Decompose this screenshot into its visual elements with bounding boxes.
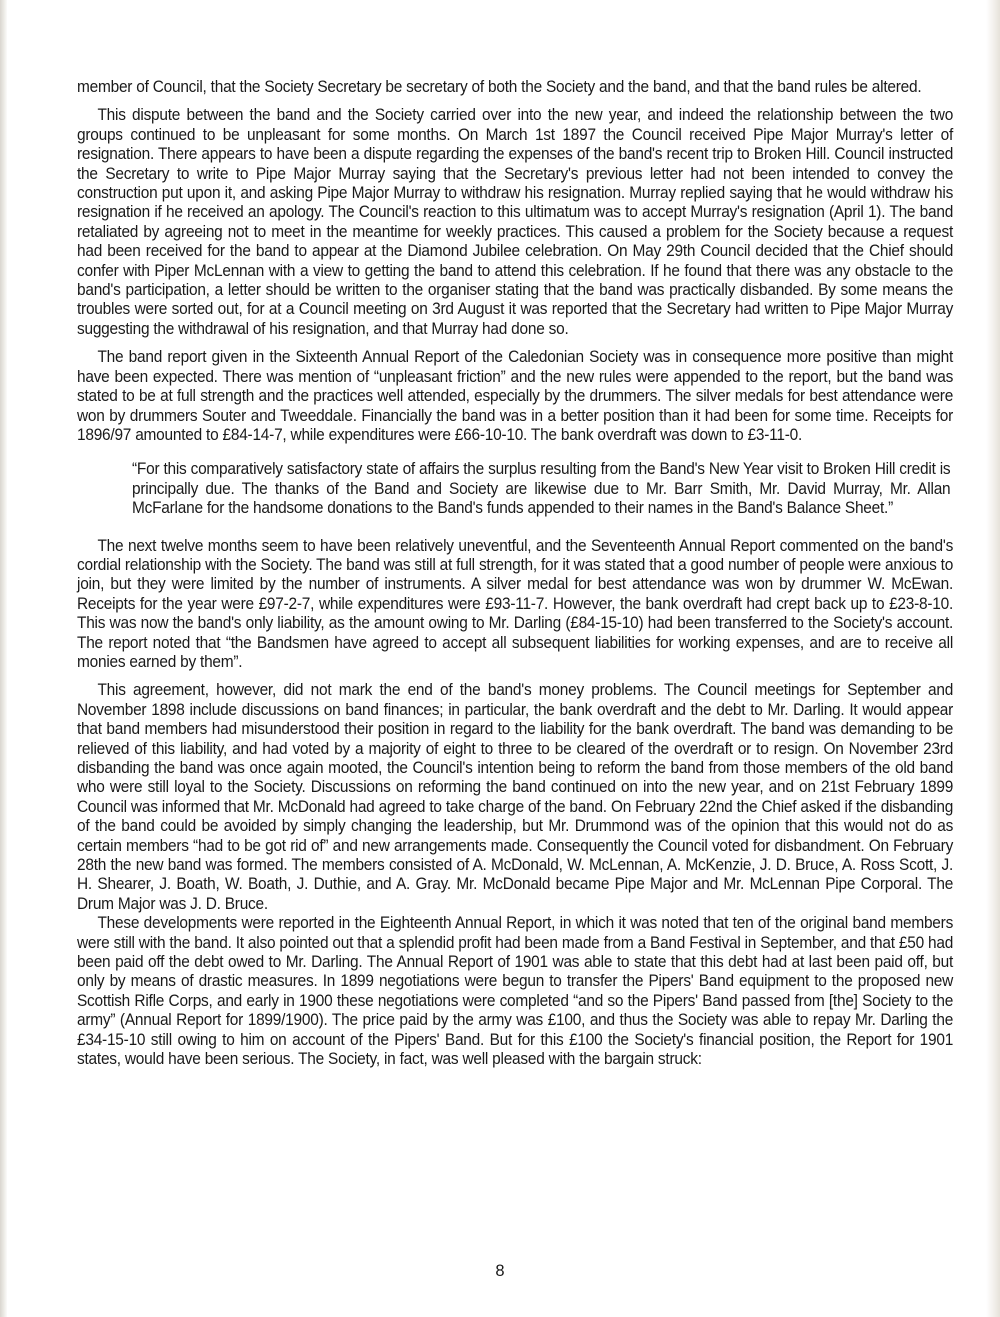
document-page xyxy=(77,77,953,1069)
block-quote-balance-sheet: “For this comparatively satisfactory state of affairs the surplus resulting from the Band's New Year visit to Broken Hill credit is principally due. The thanks of the Band and Society are likewise due to Mr. Barr Smith, Mr. David Murray, Mr. Allan McFarlane for the handsome donations to the Band's funds appended to their names in the Band's Balance Sheet.” xyxy=(132,459,951,518)
paragraph-disbandment: This agreement, however, did not mark the end of the band's money problems. The Council meetings for September and November 1898 include discussions on band finances; in particular, the bank overdraft and the debt to Mr. Darling. It would appear that band members had misunderstood their position in regard to the liability for the bank overdraft. The band was demanding to be relieved of this liability, and had voted by a majority of eight to three to be cleared of the overdraft or to resign. On November 23rd disbanding the band was once again mooted, the Council's intention being to reform the band from those members of the old band who were still loyal to the Society. Discussions on reforming the band continued on into the new year, and on 21st February 1899 Council was informed that Mr. McDonald had agreed to take charge of the band. On February 22nd the Chief asked if the disbanding of the band could be avoided by simply changing the leadership, but Mr. Drummond was of the opinion that this would not do as certain members “had to be got rid of” and new arrangements made. Consequently the Council voted for disbandment. On February 28th the new band was formed. The members consisted of A. McDonald, W. McLennan, A. McKenzie, J. D. Bruce, A. Ross Scott, J. H. Shearer, J. Boath, W. Boath, J. Duthie, and A. Gray. Mr. McDonald became Pipe Major and Mr. McLennan Pipe Corporal. The Drum Major was J. D. Bruce. xyxy=(77,680,954,913)
paragraph-sixteenth-report: The band report given in the Sixteenth Annual Report of the Caledonian Society was in consequence more positive than might have been expected. There was mention of “unpleasant friction” and the new rules were appended to the report, but the band was stated to be at full strength and the practices well attended, especially by the drummers. The silver medals for best attendance were won by drummers Souter and Tweeddale. Financially the band was in a better position than it had been for some time. Receipts for 1896/97 amounted to £84-14-7, while expenditures were £66-10-10. The bank overdraft was down to £3-11-0. xyxy=(77,347,954,444)
scan-left-edge xyxy=(0,0,7,1317)
page-number: 8 xyxy=(495,1262,505,1280)
paragraph-eighteenth-report: These developments were reported in the Eighteenth Annual Report, in which it was noted that ten of the original band members were still with the band. It also pointed out that a splendid profit had been made from a Band Festival in September, and that £50 had been paid off the debt owed to Mr. Darling. The Annual Report of 1901 was able to state that this debt had at last been paid off, but only by means of drastic measures. In 1899 negotiations were begun to transfer the Pipers' Band equipment to the proposed new Scottish Rifle Corps, and early in 1900 these negotiations were completed “and so the Pipers' Band passed from [the] Society to the army” (Annual Report for 1899/1900). The price paid by the army was £100, and thus the Society was able to repay Mr. Darling the £34-15-10 still owing to him on account of the Pipers' Band. But for this £100 the Society's financial position, the Report for 1901 states, would have been serious. The Society, in fact, was well pleased with the bargain struck: xyxy=(77,913,954,1069)
scan-right-edge xyxy=(986,0,1000,1317)
paragraph-murray-resignation: This dispute between the band and the Society carried over into the new year, and indeed the relationship between the two groups continued to be unpleasant for some months. On March 1st 1897 the Council received Pipe Major Murray's letter of resignation. There appears to have been a dispute regarding the expenses of the band's recent trip to Broken Hill. Council instructed the Secretary to write to Pipe Major Murray saying that the Secretary's previous letter had not been intended to convey the construction put upon it, and asking Pipe Major Murray to withdraw his resignation. Murray replied saying that he would withdraw his resignation if he received an apology. The Council's reaction to this ultimatum was to accept Murray's resignation (April 1). The band retaliated by agreeing not to meet in the meantime for weekly practices. This caused a problem for the Society because a request had been received for the band to appear at the Diamond Jubilee celebration. On May 29th Council decided that the Chief should confer with Piper McLennan with a view to getting the band to attend this celebration. If he found that there was any obstacle to the band's participation, a letter should be written to the organiser stating that the band was practically disbanded. By some means the troubles were sorted out, for at a Council meeting on 3rd August it was reported that the Secretary had written to Pipe Major Murray suggesting the withdrawal of his resignation, and that Murray had done so. xyxy=(77,105,954,338)
paragraph-continuation: member of Council, that the Society Secretary be secretary of both the Society and the band, and that the band rules be altered. xyxy=(77,77,922,96)
paragraph-seventeenth-report: The next twelve months seem to have been relatively uneventful, and the Seventeenth Annual Report commented on the band's cordial relationship with the Society. The band was still at full strength, for it was stated that a good number of people were anxious to join, but they were limited by the number of instruments. A silver medal for best attendance was won by drummer W. McEwan. Receipts for the year were £97-2-7, while expenditures were £93-11-7. However, the bank overdraft had crept back up to £23-8-10. This was now the band's only liability, as the amount owing to Mr. Darling (£84-15-10) had been transferred to the Society's account. The report noted that “the Bandsmen have agreed to accept all subsequent liabilities for working expenses, and are to receive all monies earned by them”. xyxy=(77,535,954,671)
